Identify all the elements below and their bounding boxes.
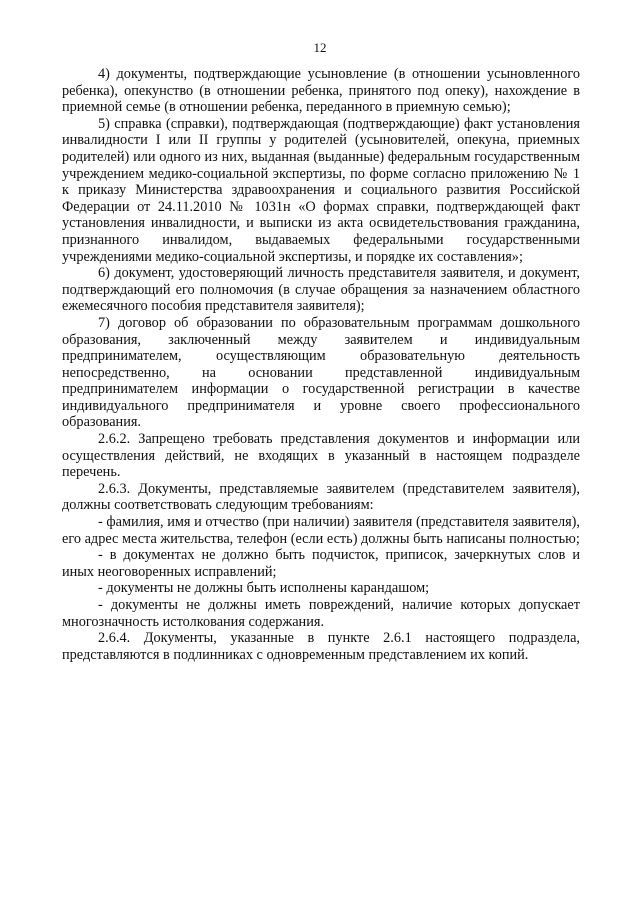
list-item-adoption-documents: 4) документы, подтверждающие усыновление (в отношении усыновленного ребенка), опекунство (в отношении ребенка, принятого под опеку), нахождение в приемной семье (в отношении ребенка, переданного в приемную семью); bbox=[62, 66, 580, 116]
requirement-full-name: - фамилия, имя и отчество (при наличии) заявителя (представителя заявителя), его адрес места жительства, телефон (если есть) должны быть написаны полностью; bbox=[62, 514, 580, 547]
requirement-no-pencil: - документы не должны быть исполнены карандашом; bbox=[98, 580, 430, 597]
clause-2-6-2: 2.6.2. Запрещено требовать представления документов и информации или осуществления действий, не входящих в указанный в настоящем подразделе перечень. bbox=[62, 431, 580, 481]
document-body bbox=[62, 66, 580, 663]
list-item-education-contract: 7) договор об образовании по образовательным программам дошкольного образования, заключенный между заявителем и индивидуальным предпринимателем, осуществляющим образовательную деятельность непосредственно, на основании представленной индивидуальным предпринимателем информации о государственной регистрации в качестве индивидуального предпринимателя и уровне своего профессионального образования. bbox=[62, 314, 580, 431]
list-item-identity-document: 6) документ, удостоверяющий личность представителя заявителя, и документ, подтверждающий его полномочия (в случае обращения за назначением областного ежемесячного пособия представителя заявителя); bbox=[62, 265, 580, 315]
clause-2-6-3: 2.6.3. Документы, представляемые заявителем (представителем заявителя), должны соответствовать следующим требованиям: bbox=[62, 480, 580, 514]
requirement-no-corrections: - в документах не должно быть подчисток, приписок, зачеркнутых слов и иных неоговоренных исправлений; bbox=[62, 547, 580, 580]
page-number: 12 bbox=[313, 40, 327, 55]
requirement-no-damage: - документы не должны иметь повреждений, наличие которых допускает многозначность истолкования содержания. bbox=[62, 597, 580, 630]
clause-2-6-4: 2.6.4. Документы, указанные в пункте 2.6.1 настоящего подраздела, представляются в подлинниках с одновременным представлением их копий. bbox=[62, 630, 580, 663]
list-item-disability-certificate: 5) справка (справки), подтверждающая (подтверждающие) факт установления инвалидности I или II группы у родителей (усыновителей, опекуна, приемных родителей) или одного из них, выданная (выданные) федеральным государственным учреждением медико-социальной экспертизы, по форме согласно приложению № 1 к приказу Министерства здравоохранения и социального развития Российской Федерации от 24.11.2010 № 1031н «О формах справки, подтверждающей факт установления инвалидности, и выписки из акта освидетельствования гражданина, признанного инвалидом, выдаваемых федеральными государственными учреждениями медико-социальной экспертизы, и порядке их составления»; bbox=[62, 115, 580, 265]
